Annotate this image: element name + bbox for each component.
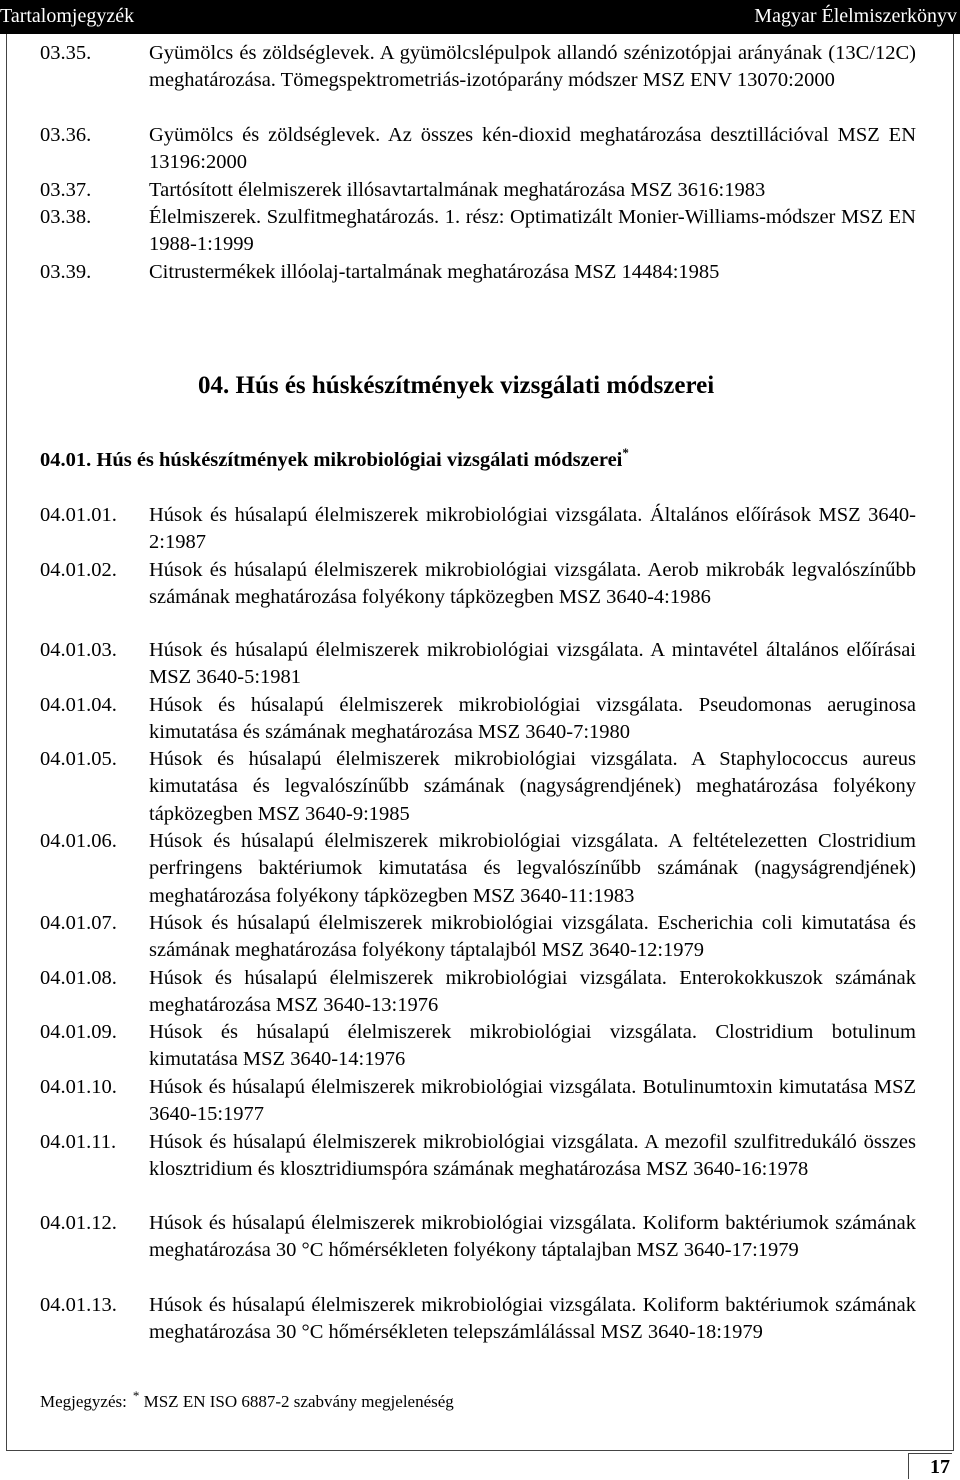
entry-text: Húsok és húsalapú élelmiszerek mikrobiológiai vizsgálata. Koliform baktériumok számának meghatározása 30 °C hőmérsékleten folyékony táptalajban MSZ 3640-17:1979 — [149, 1212, 916, 1262]
page-header — [0, 0, 960, 34]
entry-number: 03.39. — [40, 261, 92, 283]
entry-number: 04.01.11. — [40, 1131, 117, 1153]
entry-text: Húsok és húsalapú élelmiszerek mikrobiológiai vizsgálata. Escherichia coli kimutatása és számának meghatározása folyékony táptalajból MSZ 3640-12:1979 — [149, 912, 916, 962]
entry-text: Húsok és húsalapú élelmiszerek mikrobiológiai vizsgálata. A mezofil szulfitredukáló összes klosztridium és klosztridiumspóra számának meghatározása MSZ 3640-16:1978 — [149, 1131, 916, 1181]
footnote-label: Megjegyzés: — [40, 1392, 127, 1411]
header-right-title: Magyar Élelmiszerkönyv — [754, 5, 957, 27]
entry-number: 04.01.08. — [40, 967, 117, 989]
entry-number: 04.01.01. — [40, 504, 117, 526]
entry-number: 04.01.07. — [40, 912, 117, 934]
entry-number: 04.01.04. — [40, 694, 117, 716]
footnote-text: MSZ EN ISO 6887-2 szabvány megjelenéség — [143, 1392, 454, 1411]
entry-text: Húsok és húsalapú élelmiszerek mikrobiológiai vizsgálata. A feltételezetten Clostridium perfringens baktériumok kimutatása és legvalószínűbb számának (nagyságrendjének) meghatározása folyékony tápközegben MSZ 3640-11:1983 — [149, 830, 916, 907]
entry-text: Gyümölcs és zöldséglevek. A gyümölcslépulpok allandó szénizotópjai arányának (13C/12C) meghatározása. Tömegspektrometriás-izotóparány módszer MSZ ENV 13070:2000 — [149, 42, 916, 92]
entry-number: 04.01.12. — [40, 1212, 117, 1234]
footnote — [40, 1388, 454, 1412]
entry-number: 03.38. — [40, 206, 92, 228]
footnote-marker: * — [622, 445, 629, 460]
entry-text: Gyümölcs és zöldséglevek. Az összes kén-dioxid meghatározása desztillációval MSZ EN 13196:2000 — [149, 124, 916, 174]
entry-number: 03.37. — [40, 179, 92, 201]
entry-text: Húsok és húsalapú élelmiszerek mikrobiológiai vizsgálata. Clostridium botulinum kimutatása MSZ 3640-14:1976 — [149, 1021, 916, 1071]
entry-text: Húsok és húsalapú élelmiszerek mikrobiológiai vizsgálata. Pseudomonas aeruginosa kimutatása és számának meghatározása MSZ 3640-7:1980 — [149, 694, 916, 744]
entry-text: Húsok és húsalapú élelmiszerek mikrobiológiai vizsgálata. A Staphylococcus aureus kimutatása és legvalószínűbb számának (nagyságrendjének) meghatározása folyékony tápközegben MSZ 3640-9:1985 — [149, 748, 916, 825]
section-subheading — [40, 445, 629, 472]
entry-number: 04.01.09. — [40, 1021, 117, 1043]
entry-text: Húsok és húsalapú élelmiszerek mikrobiológiai vizsgálata. A mintavétel általános előírásai MSZ 3640-5:1981 — [149, 639, 916, 689]
page-number: 17 — [908, 1453, 952, 1479]
entry-text: Élelmiszerek. Szulfitmeghatározás. 1. rész: Optimatizált Monier-Williams-módszer MSZ EN 1988-1:1999 — [149, 206, 916, 256]
entry-text: Húsok és húsalapú élelmiszerek mikrobiológiai vizsgálata. Enterokokkuszok számának meghatározása MSZ 3640-13:1976 — [149, 967, 916, 1017]
entry-text: Citrustermékek illóolaj-tartalmának meghatározása MSZ 14484:1985 — [149, 261, 720, 283]
entry-number: 03.36. — [40, 124, 92, 146]
entry-number: 04.01.05. — [40, 748, 117, 770]
header-left-title: Tartalomjegyzék — [0, 5, 135, 27]
footnote-marker: * — [132, 1388, 140, 1403]
entry-number: 04.01.02. — [40, 559, 117, 581]
subheading-text: 04.01. Hús és húskészítmények mikrobiológiai vizsgálati módszerei — [40, 449, 623, 471]
entry-number: 03.35. — [40, 42, 92, 64]
entry-text: Húsok és húsalapú élelmiszerek mikrobiológiai vizsgálata. Általános előírások MSZ 3640-2:1987 — [149, 504, 916, 554]
entry-text: Húsok és húsalapú élelmiszerek mikrobiológiai vizsgálata. Koliform baktériumok számának meghatározása 30 °C hőmérsékleten telepszámlálással MSZ 3640-18:1979 — [149, 1294, 916, 1344]
entry-text: Tartósított élelmiszerek illósavtartalmának meghatározása MSZ 3616:1983 — [149, 179, 766, 201]
chapter-title: 04. Hús és húskészítmények vizsgálati módszerei — [198, 372, 715, 399]
entry-number: 04.01.10. — [40, 1076, 117, 1098]
entry-number: 04.01.03. — [40, 639, 117, 661]
entry-number: 04.01.13. — [40, 1294, 117, 1316]
entry-text: Húsok és húsalapú élelmiszerek mikrobiológiai vizsgálata. Botulinumtoxin kimutatása MSZ 3640-15:1977 — [149, 1076, 916, 1126]
entry-text: Húsok és húsalapú élelmiszerek mikrobiológiai vizsgálata. Aerob mikrobák legvalószínűbb számának meghatározása folyékony tápközegben MSZ 3640-4:1986 — [149, 559, 916, 609]
entry-number: 04.01.06. — [40, 830, 117, 852]
